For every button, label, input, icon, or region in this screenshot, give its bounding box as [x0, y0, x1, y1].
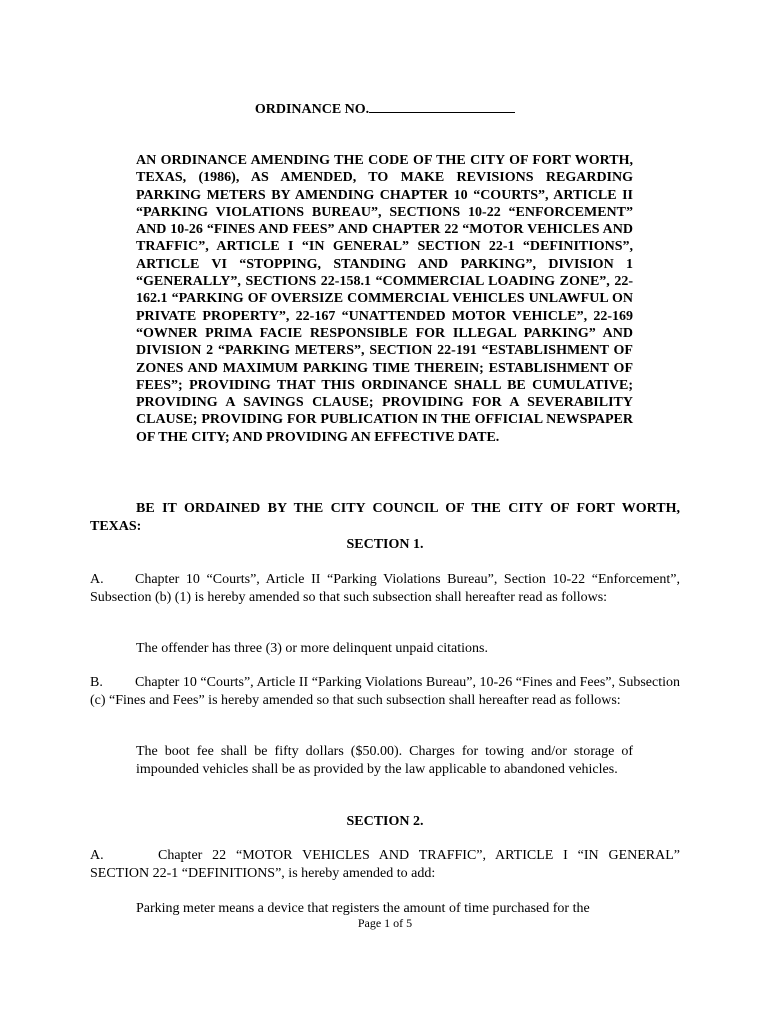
section-2-quote-a: Parking meter means a device that registers the amount of time purchased for the — [136, 901, 590, 916]
paragraph-text: Chapter 10 “Courts”, Article II “Parking Violations Bureau”, Section 10-22 “Enforcement”, Subsection (b) (1) is hereby amended so that such subsection shall hereafter read as follows: — [90, 572, 680, 605]
section-1-paragraph-b — [90, 674, 680, 709]
paragraph-letter: A. — [90, 572, 104, 587]
section-1-quote-b: The boot fee shall be fifty dollars ($50.00). Charges for towing and/or storage of impounded vehicles shall be as provided by the law applicable to abandoned vehicles. — [136, 744, 633, 777]
enacting-clause: BE IT ORDAINED BY THE CITY COUNCIL OF THE CITY OF FORT WORTH, TEXAS: — [90, 501, 680, 534]
section-2-heading: SECTION 2. — [346, 814, 424, 829]
ordinance-caption: AN ORDINANCE AMENDING THE CODE OF THE CITY OF FORT WORTH, TEXAS, (1986), AS AMENDED, TO MAKE REVISIONS REGARDING PARKING METERS BY AMENDING CHAPTER 10 “COURTS”, ARTICLE II “PARKING VIOLATIONS BUREAU”, SECTIONS 10-22 “ENFORCEMENT” AND 10-26 “FINES AND FEES” AND CHAPTER 22 “MOTOR VEHICLES AND TRAFFIC”, ARTICLE I “IN GENERAL” SECTION 22-1 “DEFINITIONS”, ARTICLE VI “STOPPING, STANDING AND PARKING”, DIVISION 1 “GENERALLY”, SECTIONS 22-158.1 “COMMERCIAL LOADING ZONE”, 22-162.1 “PARKING OF OVERSIZE COMMERCIAL VEHICLES UNLAWFUL ON PRIVATE PROPERTY”, 22-167 “UNATTENDED MOTOR VEHICLE”, 22-169 “OWNER PRIMA FACIE RESPONSIBLE FOR ILLEGAL PARKING” AND DIVISION 2 “PARKING METERS”, SECTION 22-191 “ESTABLISHMENT OF ZONES AND MAXIMUM PARKING TIME THEREIN; ESTABLISHMENT OF FEES”; PROVIDING THAT THIS ORDINANCE SHALL BE CUMULATIVE; PROVIDING A SAVINGS CLAUSE; PROVIDING FOR A SEVERABILITY CLAUSE; PROVIDING FOR PUBLICATION IN THE OFFICIAL NEWSPAPER OF THE CITY; AND PROVIDING AN EFFECTIVE DATE. — [136, 153, 633, 445]
section-2-paragraph-a — [90, 847, 680, 882]
page-footer: Page 1 of 5 — [357, 916, 413, 930]
ordinance-number-blank — [369, 100, 515, 113]
section-1-heading: SECTION 1. — [346, 537, 424, 552]
paragraph-text: Chapter 22 “MOTOR VEHICLES AND TRAFFIC”, ARTICLE I “IN GENERAL” SECTION 22-1 “DEFINITIONS”, is hereby amended to add: — [90, 848, 680, 881]
paragraph-text: Chapter 10 “Courts”, Article II “Parking Violations Bureau”, 10-26 “Fines and Fees”, Subsection (c) “Fines and Fees” is hereby amended so that such subsection shall hereafter read as follows: — [90, 675, 680, 708]
ordinance-title-text: ORDINANCE NO. — [254, 102, 370, 117]
ordinance-title — [0, 100, 770, 118]
section-1-quote-a: The offender has three (3) or more delinquent unpaid citations. — [136, 641, 488, 656]
section-1-paragraph-a — [90, 571, 680, 606]
paragraph-letter: B. — [90, 675, 103, 690]
paragraph-letter: A. — [90, 848, 104, 863]
